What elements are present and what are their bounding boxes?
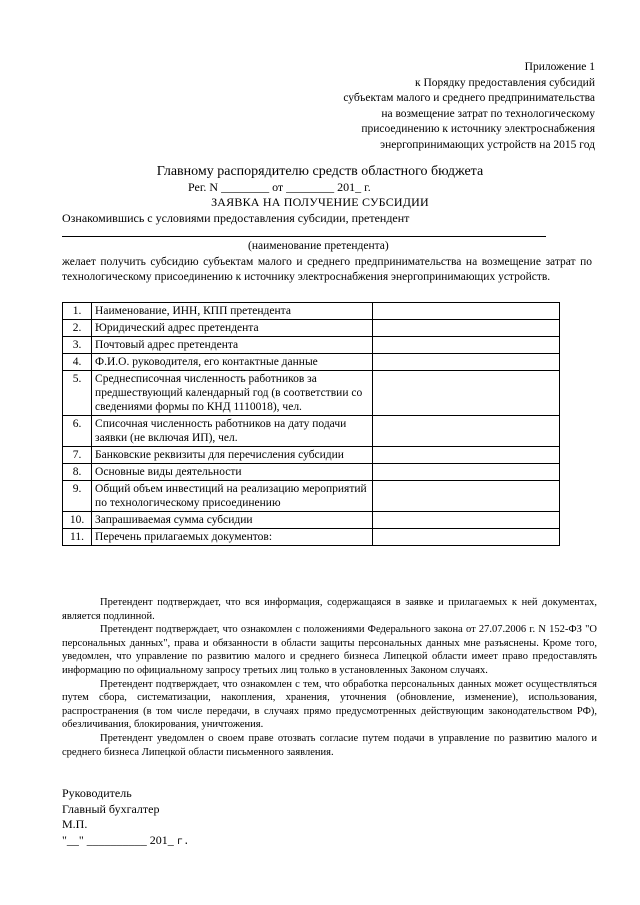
table-row [63, 481, 560, 512]
from-label: от [272, 180, 284, 194]
row-number: 6. [63, 416, 92, 447]
intro-text: Ознакомившись с условиями предоставления субсидии, претендент [62, 211, 410, 225]
row-label: Банковские реквизиты для перечисления субсидии [92, 447, 373, 464]
row-number: 4. [63, 354, 92, 371]
signature-date [62, 833, 189, 851]
signature-block [62, 786, 189, 850]
row-number: 2. [63, 320, 92, 337]
row-label: Общий объем инвестиций на реализацию мероприятий по технологическому присоединению [92, 481, 373, 512]
appendix-line: субъектам малого и среднего предпринимательства [343, 92, 595, 105]
appendix-line: энергопринимающих устройств на 2015 год [380, 138, 595, 151]
row-value-cell[interactable] [372, 481, 559, 512]
declaration-paragraph: Претендент уведомлен о своем праве отозвать согласие путем подачи в управление по развитию малого и среднего бизнеса Липецкой области письменного заявления. [62, 732, 597, 758]
date-year-suffix: г. [176, 835, 190, 848]
document-title: ЗАЯВКА НА ПОЛУЧЕНИЕ СУБСИДИИ [211, 195, 429, 209]
row-value-cell[interactable] [372, 416, 559, 447]
table-row [63, 303, 560, 320]
table-row [63, 320, 560, 337]
row-number: 9. [63, 481, 92, 512]
row-label: Юридический адрес претендента [92, 320, 373, 337]
row-value-cell[interactable] [372, 320, 559, 337]
registration-line [188, 180, 371, 195]
row-value-cell[interactable] [372, 303, 559, 320]
row-number: 8. [63, 464, 92, 481]
row-number: 3. [63, 337, 92, 354]
reg-year: 201_ г. [337, 180, 371, 194]
reg-number-blank[interactable]: ________ [221, 180, 270, 194]
head-signature: Руководитель [62, 786, 132, 800]
row-value-cell[interactable] [372, 354, 559, 371]
row-number: 5. [63, 371, 92, 416]
table-row [63, 447, 560, 464]
applicant-caption: (наименование претендента) [248, 240, 389, 252]
purpose-text: желает получить субсидию субъектам малого и среднего предпринимательства на возмещение затрат по технологическому присоединению к источнику электроснабжения энергопринимающих устройств. [62, 256, 592, 283]
row-label: Среднесписочная численность работников за предшествующий календарный год (в соответствии со сведениями формы по КНД 1110018), чел. [92, 371, 373, 416]
table-row [63, 371, 560, 416]
row-value-cell[interactable] [372, 529, 559, 546]
row-value-cell[interactable] [372, 337, 559, 354]
row-label: Наименование, ИНН, КПП претендента [92, 303, 373, 320]
table-row [63, 337, 560, 354]
row-label: Списочная численность работников на дату подачи заявки (не включая ИП), чел. [92, 416, 373, 447]
appendix-line: Приложение 1 [524, 61, 595, 73]
applicant-name-line[interactable] [62, 236, 546, 237]
table-row [63, 416, 560, 447]
row-label: Основные виды деятельности [92, 464, 373, 481]
table-row [63, 464, 560, 481]
appendix-line: на возмещение затрат по технологическому [381, 107, 595, 120]
seal-label: М.П. [62, 817, 88, 831]
row-label: Запрашиваемая сумма субсидии [92, 512, 373, 529]
addressee: Главному распорядителю средств областного бюджета [156, 164, 484, 179]
declaration-paragraph: Претендент подтверждает, что ознакомлен с положениями Федерального закона от 27.07.2006 г. N 152-ФЗ "О персональных данных", права и обязанности в области защиты персональных данных мне разъяснены. Кроме того, уведомлен, что управление по развитию малого и среднего бизнеса Липецкой области имеет право предоставлять информацию по официальному запросу третьих лиц только в установленных Законом случаях. [62, 624, 597, 676]
appendix-line: присоединению к источнику электроснабжения [361, 123, 595, 136]
appendix-header [265, 60, 595, 154]
table-row [63, 512, 560, 529]
row-value-cell[interactable] [372, 447, 559, 464]
appendix-line: к Порядку предоставления субсидий [415, 76, 595, 89]
row-number: 10. [63, 512, 92, 529]
row-number: 7. [63, 447, 92, 464]
row-label: Ф.И.О. руководителя, его контактные данные [92, 354, 373, 371]
accountant-signature: Главный бухгалтер [62, 801, 160, 816]
table-row [63, 354, 560, 371]
declaration-paragraph: Претендент подтверждает, что ознакомлен с тем, что обработка персональных данных может осуществляться путем сбора, систематизации, накопления, хранения, уточнения (обновление, изменение), использования, распространения (в том числе передачи, в случаях прямо предусмотренных действующим законодательством РФ), обезличивания, блокирования, уничтожения. [62, 678, 597, 731]
requisites-table [62, 302, 560, 546]
reg-date-blank[interactable]: ________ [286, 180, 335, 194]
declarations-block [62, 596, 597, 759]
date-blank[interactable]: "__" __________ 201_ [62, 832, 174, 847]
row-value-cell[interactable] [372, 464, 559, 481]
row-value-cell[interactable] [372, 512, 559, 529]
reg-label: Рег. N [188, 180, 219, 194]
row-label: Перечень прилагаемых документов: [92, 529, 373, 546]
row-number: 1. [63, 303, 92, 320]
row-value-cell[interactable] [372, 371, 559, 416]
table-row [63, 529, 560, 546]
declaration-paragraph: Претендент подтверждает, что вся информация, содержащаяся в заявке и прилагаемых к ней документах, является подлинной. [62, 597, 597, 622]
row-number: 11. [63, 529, 92, 546]
row-label: Почтовый адрес претендента [92, 337, 373, 354]
